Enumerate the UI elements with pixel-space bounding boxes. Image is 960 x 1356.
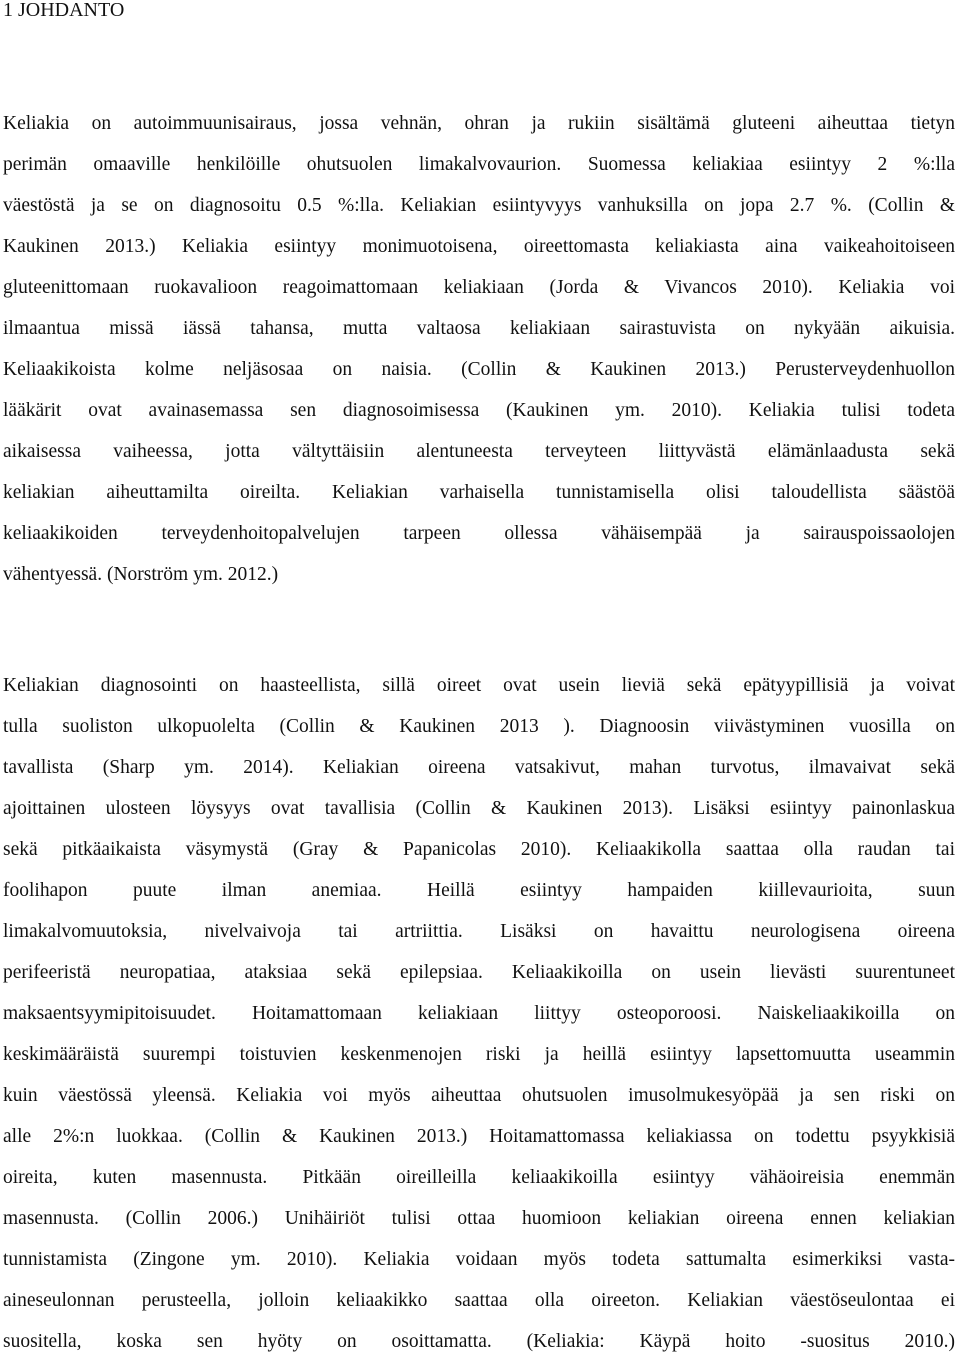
text-line: oireita, kuten masennusta. Pitkään oireilleilla keliaakikoilla esiintyy vähäoireisia enemmän bbox=[3, 1167, 955, 1188]
text-line: keskimääräistä suurempi toistuvien keskenmenojen riski ja heillä esiintyy lapsettomuutta useammin bbox=[3, 1044, 955, 1065]
text-line: Keliaakikoista kolme neljäsosaa on naisia. (Collin & Kaukinen 2013.) Perusterveydenhuollon bbox=[3, 359, 955, 380]
text-line: tunnistamista (Zingone ym. 2010). Keliakia voidaan myös todeta sattumalta esimerkiksi vasta- bbox=[3, 1249, 955, 1270]
text-line: suositella, koska sen hyöty on osoittamatta. (Keliakia: Käypä hoito -suositus 2010.) bbox=[3, 1331, 955, 1352]
text-line: vähentyessä. (Norström ym. 2012.) bbox=[3, 564, 279, 585]
chapter-heading: 1 JOHDANTO bbox=[3, 0, 125, 21]
text-line: perimän omaaville henkilöille ohutsuolen limakalvovaurion. Suomessa keliakiaa esiintyy 2 %:lla bbox=[3, 154, 955, 175]
text-line: masennusta. (Collin 2006.) Unihäiriöt tulisi ottaa huomioon keliakian oireena ennen keliakian bbox=[3, 1208, 955, 1229]
text-line: kuin väestössä yleensä. Keliakia voi myös aiheuttaa ohutsuolen imusolmukesyöpää ja sen riski on bbox=[3, 1085, 955, 1106]
text-line: aikaisessa vaiheessa, jotta vältyttäisiin alentuneesta terveyteen liittyvästä elämänlaadusta sekä bbox=[3, 441, 955, 462]
text-line: Keliakian diagnosointi on haasteellista, sillä oireet ovat usein lieviä sekä epätyypillisiä ja voivat bbox=[3, 675, 955, 696]
text-line: aineseulonnan perusteella, jolloin keliaakikko saattaa olla oireeton. Keliakian väestöseulontaa ei bbox=[3, 1290, 955, 1311]
text-line: gluteenittomaan ruokavalioon reagoimattomaan keliakiaan (Jorda & Vivancos 2010). Keliakia voi bbox=[3, 277, 955, 298]
text-line: keliakian aiheuttamilta oireilta. Keliakian varhaisella tunnistamisella olisi taloudellista säästöä bbox=[3, 482, 955, 503]
text-line: ajoittainen ulosteen löysyys ovat tavallisia (Collin & Kaukinen 2013). Lisäksi esiintyy painonlaskua bbox=[3, 798, 955, 819]
text-line: ilmaantua missä iässä tahansa, mutta valtaosa keliakiaan sairastuvista on nykyään aikuisia. bbox=[3, 318, 955, 339]
text-line: foolihapon puute ilman anemiaa. Heillä esiintyy hampaiden kiillevaurioita, suun bbox=[3, 880, 955, 901]
text-line: alle 2%:n luokkaa. (Collin & Kaukinen 2013.) Hoitamattomassa keliakiassa on todettu psyykkisiä bbox=[3, 1126, 955, 1147]
text-line: tulla suoliston ulkopuolelta (Collin & Kaukinen 2013 ). Diagnoosin viivästyminen vuosilla on bbox=[3, 716, 955, 737]
text-line: keliaakikoiden terveydenhoitopalvelujen tarpeen ollessa vähäisempää ja sairauspoissaolojen bbox=[3, 523, 955, 544]
text-line: perifeeristä neuropatiaa, ataksiaa sekä epilepsiaa. Keliaakikoilla on usein lievästi suurentuneet bbox=[3, 962, 955, 983]
text-line: Keliakia on autoimmuunisairaus, jossa vehnän, ohran ja rukiin sisältämä gluteeni aiheuttaa tietyn bbox=[3, 113, 955, 134]
text-line: sekä pitkäaikaista väsymystä (Gray & Papanicolas 2010). Keliaakikolla saattaa olla raudan tai bbox=[3, 839, 955, 860]
text-line: lääkärit ovat avainasemassa sen diagnosoimisessa (Kaukinen ym. 2010). Keliakia tulisi todeta bbox=[3, 400, 955, 421]
text-line: maksaentsyymipitoisuudet. Hoitamattomaan keliakiaan liittyy osteoporoosi. Naiskeliaakikoilla on bbox=[3, 1003, 955, 1024]
text-line: limakalvomuutoksia, nivelvaivoja tai artriittia. Lisäksi on havaittu neurologisena oireena bbox=[3, 921, 955, 942]
text-line: väestöstä ja se on diagnosoitu 0.5 %:lla. Keliakian esiintyvyys vanhuksilla on jopa 2.7 %. (Collin & bbox=[3, 195, 955, 216]
text-line: tavallista (Sharp ym. 2014). Keliakian oireena vatsakivut, mahan turvotus, ilmavaivat sekä bbox=[3, 757, 955, 778]
text-line: Kaukinen 2013.) Keliakia esiintyy monimuotoisena, oireettomasta keliakiasta aina vaikeahoitoiseen bbox=[3, 236, 955, 257]
